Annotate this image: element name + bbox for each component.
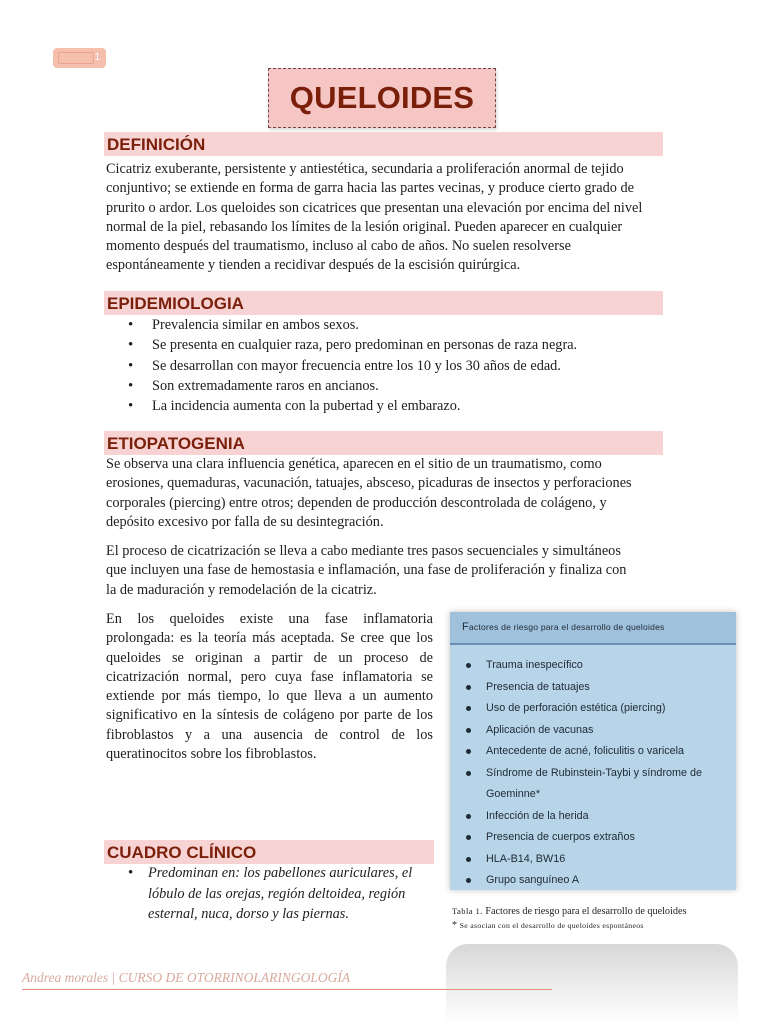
etiopatogenia-paragraph-1 (106, 455, 661, 532)
cuadro-clinico-list (106, 863, 436, 925)
heading-cuadro-clinico: CUADRO CLÍNICO (104, 840, 434, 864)
heading-epidemiologia: EPIDEMIOLOGIA (104, 291, 663, 315)
text-line: Se observa una clara influencia genética, aparecen en el sitio de un traumatismo, como (106, 456, 602, 472)
text-line: conjuntivo; se extiende en forma de garra hacia las partes vecinas, y produce cierto grado de (106, 180, 634, 197)
list-item: • Son extremadamente raros en ancianos. (106, 376, 646, 396)
risk-table-caption (452, 904, 752, 933)
caption-label: Tabla 1. (452, 906, 483, 916)
risk-item: Presencia de tatuajes (450, 677, 736, 699)
text-line: erosiones, quemaduras, vacunación, tatuajes, absceso, picaduras de insectos y perforaciones (106, 475, 632, 492)
caption-title (452, 904, 752, 919)
text-line: prolongada: es la teoría más aceptada. Se cree que los (106, 630, 433, 647)
text-line: En los queloides existe una fase inflamatoria (106, 611, 433, 627)
page-footer: Andrea morales | CURSO DE OTORRINOLARINGOLOGÍA (22, 970, 351, 985)
risk-item: Trauma inespecífico (450, 655, 736, 677)
heading-etiopatogenia: ETIOPATOGENIA (104, 431, 663, 455)
text-line: normal de la piel, rebasando los límites de la lesión original. Pueden aparecer en cualquier (106, 218, 623, 235)
text-line: El proceso de cicatrización se lleva a cabo mediante tres pasos secuenciales y simultáneos (106, 543, 621, 559)
page-edge-shadow (446, 944, 738, 1024)
caption-text: Factores de riesgo para el desarrollo de queloides (485, 906, 687, 917)
text-line: significativo en la síntesis de colágeno por parte de los (106, 707, 433, 724)
risk-item: Aplicación de vacunas (450, 720, 736, 742)
definicion-paragraph (106, 160, 661, 276)
risk-item: Uso de perforación estética (piercing) (450, 698, 736, 720)
text-line: extiende por más tiempo, lo que lleva a un aumento (106, 688, 433, 705)
page-number-badge (53, 48, 106, 68)
list-item: • La incidencia aumenta con la pubertad y el embarazo. (106, 396, 646, 416)
caption-note-text: Se asocian con el desarrollo de queloides espontáneos (459, 921, 644, 930)
etiopatogenia-paragraph-3 (106, 610, 433, 764)
page-title-box (268, 68, 496, 128)
text-line: cicatrización normal, pero cuya fase inflamatoria se (106, 668, 433, 685)
list-item: • Prevalencia similar en ambos sexos. (106, 315, 646, 335)
caption-star: * (452, 920, 458, 931)
text-line: espontáneamente y tienden a recidivar después de la escisión quirúrgica. (106, 257, 521, 274)
risk-table-list (450, 645, 736, 892)
list-item: • Se presenta en cualquier raza, pero predominan en personas de raza negra. (106, 335, 646, 355)
text-line: fibroblastos y a una ausencia de control de los (106, 726, 433, 743)
risk-factors-table (450, 612, 736, 890)
text-line: queloides se originan a partir de un proceso de (106, 649, 433, 666)
risk-item: HLA-B14, BW16 (450, 849, 736, 871)
list-item: • Predominan en: los pabellones auriculares, el lóbulo de las orejas, región deltoidea, región esternal, nuca, dorso y las piernas. (106, 863, 436, 925)
footer-divider (22, 989, 552, 990)
etiopatogenia-paragraph-2 (106, 542, 661, 600)
risk-table-header (450, 612, 736, 645)
text-line: queratinocitos sobre los fibroblastos. (106, 746, 317, 763)
risk-item: Infección de la herida (450, 806, 736, 828)
risk-item: Presencia de cuerpos extraños (450, 827, 736, 849)
page-title: QUELOIDES (289, 80, 475, 115)
page-number: 1 (94, 52, 100, 63)
text-line: la de maduración y remodelación de la cicatriz. (106, 581, 377, 598)
caption-note (452, 919, 752, 933)
text-line: depósito excesivo por falla de su desintegración. (106, 513, 384, 530)
text-line: corporales (piercing) entre otros; dependen de producción descontrolada de colágeno, y (106, 494, 607, 511)
list-item: • Se desarrollan con mayor frecuencia entre los 10 y los 30 años de edad. (106, 356, 646, 376)
text-line: Cicatriz exuberante, persistente y antiestética, secundaria a proliferación anormal de tejido (106, 161, 624, 177)
risk-item: Antecedente de acné, foliculitis o varicela (450, 741, 736, 763)
risk-item: Grupo sanguíneo A (450, 870, 736, 892)
text-line: prurito o ardor. Los queloides son cicatrices que presentan una elevación por encima del nivel (106, 199, 643, 216)
epidemiologia-list (106, 315, 646, 416)
risk-table-header-text: actores de riesgo para el desarrollo de queloides (468, 622, 665, 632)
risk-table-header-cap: F (462, 621, 469, 633)
heading-definicion: DEFINICIÓN (104, 132, 663, 156)
risk-item: Síndrome de Rubinstein-Taybi y síndrome de Goeminne* (450, 763, 736, 806)
text-line: momento después del traumatismo, incluso al cabo de años. No suelen resolverse (106, 238, 571, 255)
text-line: que incluyen una fase de hemostasia e inflamación, una fase de proliferación y finaliza con (106, 562, 627, 579)
